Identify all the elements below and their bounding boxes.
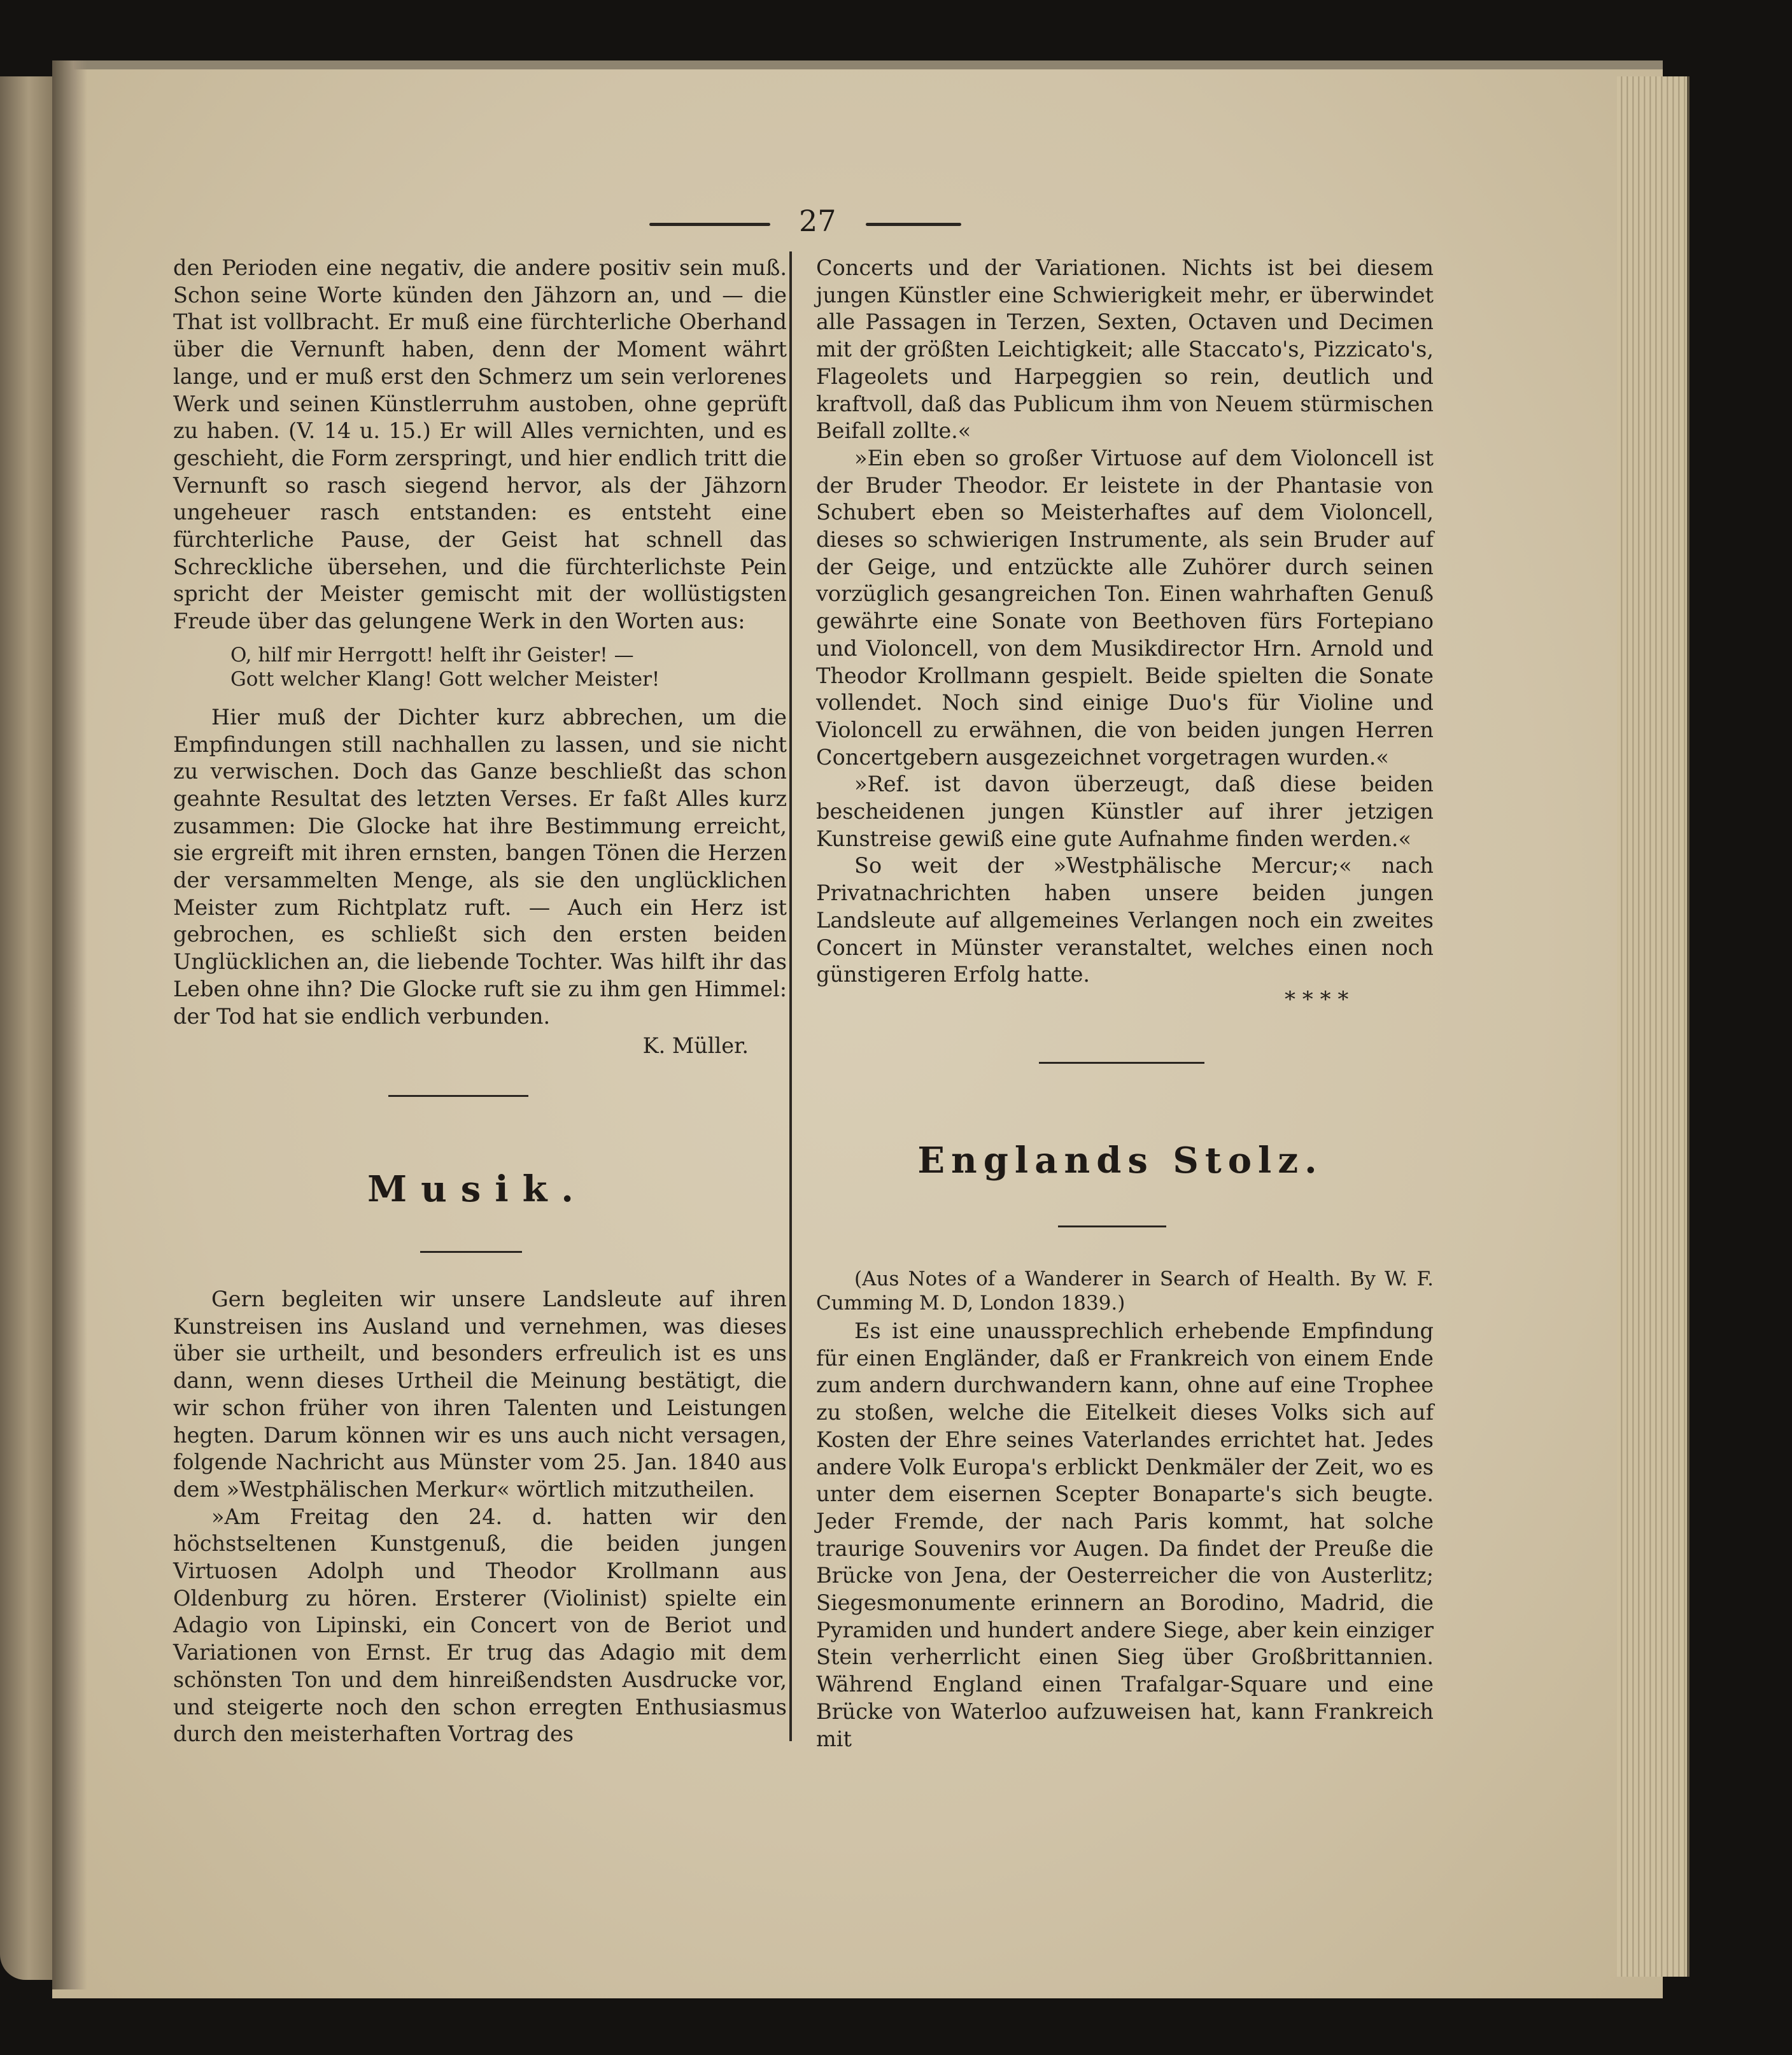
paragraph: den Perioden eine negativ, die andere positiv sein muß. Schon seine Worte künden den Jähzorn an, und — die That ist vollbracht. Er muß eine fürchterliche Oberhand über die Vernunft haben, denn der Moment währt lange, und er muß erst den Schmerz um sein verlorenes Werk und seinen Künstlerruhm austoben, ohne geprüft zu haben. (V. 14 u. 15.) Er will Alles vernichten, und es geschieht, die Form zerspringt, und hier endlich tritt die Vernunft so rasch siegend hervor, als der Jähzorn ungeheuer rasch entstanden: es entsteht eine fürchterliche Pause, der Geist hat schnell das Schreckliche übersehen, und die fürchterlichste Pein spricht der Meister gemischt mit der wollüstigsten Freude über das gelungene Werk in den Worten aus: xyxy=(173,255,787,634)
paragraph: »Am Freitag den 24. d. hatten wir den höchstseltenen Kunstgenuß, die beiden jungen Virtuosen Adolph und Theodor Krollmann aus Oldenburg zu hören. Ersterer (Violinist) spielte ein Adagio von Lipinski, ein Concert von de Beriot und Variationen von Ernst. Er trug das Adagio mit dem schönsten Ton und dem hinreißendsten Ausdrucke vor, und steigerte noch den schon erregten Enthusiasmus durch den meisterhaften Vortrag des xyxy=(173,1504,787,1747)
right-column-top xyxy=(816,255,1434,989)
right-column-bottom xyxy=(816,1267,1434,1753)
paragraph: »Ref. ist davon überzeugt, daß diese beiden bescheidenen jungen Künstler auf ihrer jetzigen Kunstreise gewiß eine gute Aufnahme finden werden.« xyxy=(816,772,1434,851)
section-divider xyxy=(1039,1062,1204,1064)
left-column-top xyxy=(173,255,787,1060)
page-header xyxy=(649,204,1006,242)
section-divider xyxy=(420,1251,522,1253)
left-column-bottom xyxy=(173,1286,787,1748)
page-gutter xyxy=(52,60,87,1989)
left-page-edge xyxy=(0,76,52,1980)
section-stars: * * * * xyxy=(1285,987,1349,1012)
section-heading: Englands Stolz. xyxy=(917,1140,1323,1182)
page-number: 27 xyxy=(799,204,836,238)
paragraph: Gern begleiten wir unsere Landsleute auf ihren Kunstreisen ins Ausland und vernehmen, was dieses über sie urtheilt, und besonders erfreulich ist es uns dann, wenn dieses Urtheil die Meinung bestätigt, die wir schon früher von ihren Talenten und Leistungen hegten. Darum können wir es uns auch nicht versagen, folgende Nachricht aus Münster vom 25. Jan. 1840 aus dem »Westphälischen Merkur« wörtlich mitzutheilen. xyxy=(173,1287,787,1502)
paragraph: »Ein eben so großer Virtuose auf dem Violoncell ist der Bruder Theodor. Er leistete in der Phantasie von Schubert eben so Meisterhaftes auf dem Violoncell, dieses so schwierigen Instrumente, als sein Bruder auf der Geige, und entzückte alle Zuhörer durch seinen vorzüglich gesangreichen Ton. Einen wahrhaften Genuß gewährte eine Sonate von Beethoven fürs Fortepiano und Violoncell, von dem Musikdirector Hrn. Arnold und Theodor Krollmann gespielt. Beide spielten die Sonate vollendet. Noch sind einige Duo's für Violine und Violoncell zu erwähnen, die von beiden jungen Herren Concertgebern ausgezeichnet vorgetragen wurden.« xyxy=(816,445,1434,770)
header-rule-right xyxy=(866,223,961,226)
header-rule-left xyxy=(649,223,770,226)
section-divider xyxy=(388,1095,528,1097)
column-rule xyxy=(789,251,792,1741)
section-divider xyxy=(1058,1225,1166,1227)
section-heading: Musik. xyxy=(367,1168,588,1210)
verse-line: O, hilf mir Herrgott! helft ihr Geister! — xyxy=(230,643,634,667)
paragraph: Es ist eine unaussprechlich erhebende Empfindung für einen Engländer, daß er Frankreich von einem Ende zum andern durchwandern kann, ohne auf eine Trophee zu stoßen, welche die Eitelkeit dieses Volks sich auf Kosten der Ehre seines Vaterlandes errichtet hat. Jedes andere Volk Europa's erblickt Denkmäler der Zeit, wo es unter dem eisernen Scepter Bonaparte's sich beugte. Jeder Fremde, der nach Paris kommt, hat solche traurige Souvenirs vor Augen. Da findet der Preuße die Brücke von Jena, der Oesterreicher die von Austerlitz; Siegesmonumente erinnern an Borodino, Madrid, die Pyramiden und hundert andere Siege, aber kein einziger Stein verherrlicht einen Sieg über Großbrittannien. Während England einen Trafalgar-Square und eine Brücke von Waterloo aufzuweisen hat, kann Frankreich mit xyxy=(816,1318,1434,1751)
verse-line: Gott welcher Klang! Gott welcher Meister! xyxy=(230,667,660,691)
author-signature: K. Müller. xyxy=(642,1033,749,1059)
paragraph: So weit der »Westphälische Mercur;« nach Privatnachrichten haben unsere beiden jungen Landsleute auf allgemeines Verlangen noch ein zweites Concert in Münster veranstaltet, welches einen noch günstigeren Erfolg hatte. xyxy=(816,853,1434,987)
paragraph: Hier muß der Dichter kurz abbrechen, um die Empfindungen still nachhallen zu lassen, und sie nicht zu verwischen. Doch das Ganze beschließt das schon geahnte Resultat des letzten Verses. Er faßt Alles kurz zusammen: Die Glocke hat ihre Bestimmung erreicht, sie ergreift mit ihren ernsten, bangen Tönen die Herzen der versammelten Menge, als sie den unglücklichen Meister zum Richtplatz ruft. — Auch ein Herz ist gebrochen, es schließt sich den ersten beiden Unglücklichen an, die liebende Tochter. Was hilft ihr das Leben ohne ihn? Die Glocke ruft sie zu ihm gen Himmel: der Tod hat sie endlich verbunden. xyxy=(173,704,787,1029)
paragraph: Concerts und der Variationen. Nichts ist bei diesem jungen Künstler eine Schwierigkeit mehr, er überwindet alle Passagen in Terzen, Sexten, Octaven und Decimen mit der größten Leichtigkeit; alle Staccato's, Pizzicato's, Flageolets und Harpeggien so rein, deutlich und kraftvoll, daß das Publicum ihm von Neuem stürmischen Beifall zollte.« xyxy=(816,255,1434,444)
source-note: (Aus Notes of a Wanderer in Search of Health. By W. F. Cumming M. D, London 1839.) xyxy=(816,1268,1434,1315)
right-page-edges xyxy=(1617,76,1690,1977)
